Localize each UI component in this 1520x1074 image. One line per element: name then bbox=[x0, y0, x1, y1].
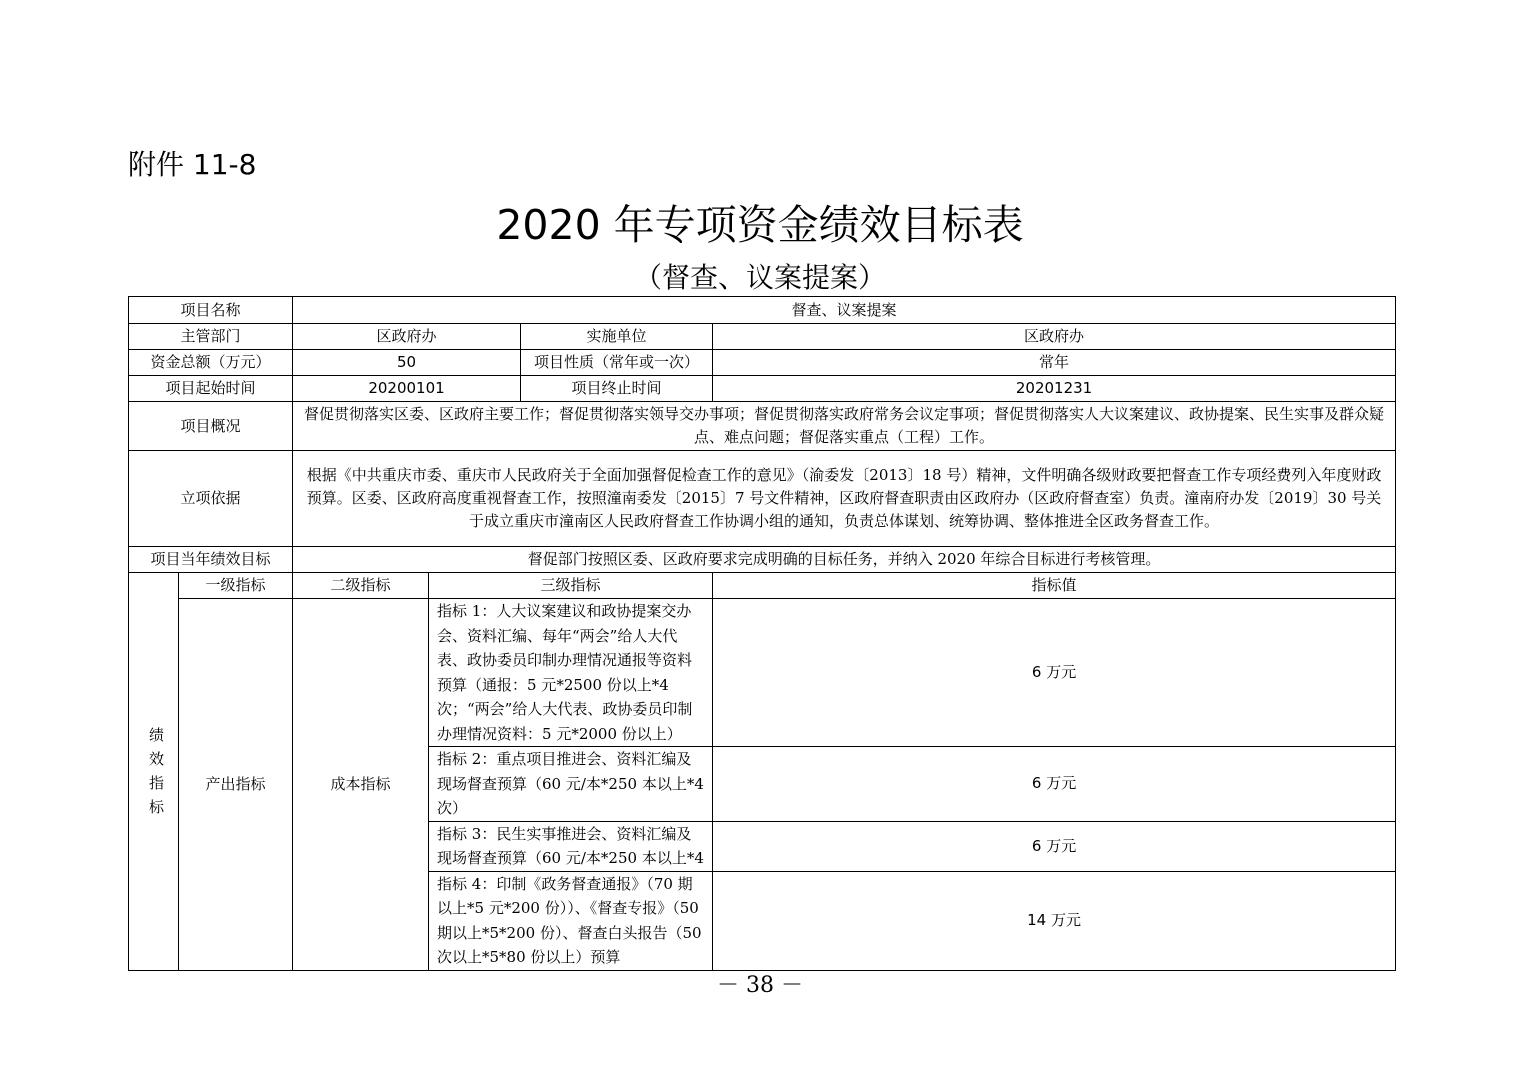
header-value: 指标值 bbox=[713, 573, 1396, 599]
start-label: 项目起始时间 bbox=[129, 376, 293, 402]
indicator-4-value: 14 万元 bbox=[713, 871, 1396, 970]
performance-target-table bbox=[128, 296, 1396, 971]
end-label: 项目终止时间 bbox=[521, 376, 713, 402]
indicator-2-text: 指标 2：重点项目推进会、资料汇编及现场督查预算（60 元/本*250 本以上*4 次） bbox=[429, 747, 713, 822]
header-level1: 一级指标 bbox=[179, 573, 293, 599]
nature-value: 常年 bbox=[713, 350, 1396, 376]
level1-output: 产出指标 bbox=[179, 599, 293, 971]
attachment-label: 附件 11-8 bbox=[128, 148, 257, 181]
row-indicator-headers bbox=[129, 573, 1396, 599]
row-goal bbox=[129, 547, 1396, 573]
level2-cost: 成本指标 bbox=[293, 599, 429, 971]
basis-text: 根据《中共重庆市委、重庆市人民政府关于全面加强督促检查工作的意见》（渝委发〔2013〕18 号）精神，文件明确各级财政要把督查工作专项经费列入年度财政预算。区委、区政府高度重视督查工作，按照潼南委发〔2015〕7 号文件精神，区政府督查职责由区政府办（区政府督查室）负责。潼南府办发〔2019〕30 号关于成立重庆市潼南区人民政府督查工作协调小组的通知，负责总体谋划、统筹协调、整体推进全区政务督查工作。 bbox=[293, 451, 1396, 547]
goal-text: 督促部门按照区委、区政府要求完成明确的目标任务，并纳入 2020 年综合目标进行考核管理。 bbox=[293, 547, 1396, 573]
indicator-3-text: 指标 3：民生实事推进会、资料汇编及现场督查预算（60 元/本*250 本以上*4 bbox=[429, 821, 713, 871]
overview-text: 督促贯彻落实区委、区政府主要工作；督促贯彻落实领导交办事项；督促贯彻落实政府常务会议定事项；督促贯彻落实人大议案建议、政协提案、民生实事及群众疑点、难点问题；督促落实重点（工程）工作。 bbox=[293, 402, 1396, 451]
start-value: 20200101 bbox=[293, 376, 521, 402]
row-time bbox=[129, 376, 1396, 402]
fund-label: 资金总额（万元） bbox=[129, 350, 293, 376]
row-overview bbox=[129, 402, 1396, 451]
row-dept bbox=[129, 324, 1396, 350]
dept-value: 区政府办 bbox=[293, 324, 521, 350]
header-level2: 二级指标 bbox=[293, 573, 429, 599]
project-name-label: 项目名称 bbox=[129, 297, 293, 324]
nature-label: 项目性质（常年或一次） bbox=[521, 350, 713, 376]
indicator-1-value: 6 万元 bbox=[713, 599, 1396, 747]
row-basis bbox=[129, 451, 1396, 547]
indicator-2-value: 6 万元 bbox=[713, 747, 1396, 822]
document-subtitle: （督查、议案提案） bbox=[633, 261, 886, 294]
dept-label: 主管部门 bbox=[129, 324, 293, 350]
goal-label: 项目当年绩效目标 bbox=[129, 547, 293, 573]
impl-label: 实施单位 bbox=[521, 324, 713, 350]
indicator-4-text: 指标 4：印制《政务督查通报》（70 期以上*5 元*200 份））、《督查专报》（50 期以上*5*200 份）、督查白头报告（50 次以上*5*80 份以上）预算 bbox=[429, 871, 713, 970]
overview-label: 项目概况 bbox=[129, 402, 293, 451]
fund-value: 50 bbox=[293, 350, 521, 376]
header-level3: 三级指标 bbox=[429, 573, 713, 599]
impl-value: 区政府办 bbox=[713, 324, 1396, 350]
end-value: 20201231 bbox=[713, 376, 1396, 402]
basis-label: 立项依据 bbox=[129, 451, 293, 547]
row-project-name bbox=[129, 297, 1396, 324]
project-name-value: 督查、议案提案 bbox=[293, 297, 1396, 324]
page-number: － 38 － bbox=[717, 973, 803, 998]
document-title: 2020 年专项资金绩效目标表 bbox=[496, 201, 1024, 249]
indicator-3-value: 6 万元 bbox=[713, 821, 1396, 871]
table-row bbox=[129, 599, 1396, 747]
perf-indicator-label: 绩效指标 bbox=[129, 573, 179, 971]
row-fund bbox=[129, 350, 1396, 376]
indicator-1-text: 指标 1：人大议案建议和政协提案交办会、资料汇编、每年“两会”给人大代表、政协委员印制办理情况通报等资料预算（通报：5 元*2500 份以上*4 次；“两会”给人大代表、政协委员印制办理情况资料：5 元*2000 份以上） bbox=[429, 599, 713, 747]
